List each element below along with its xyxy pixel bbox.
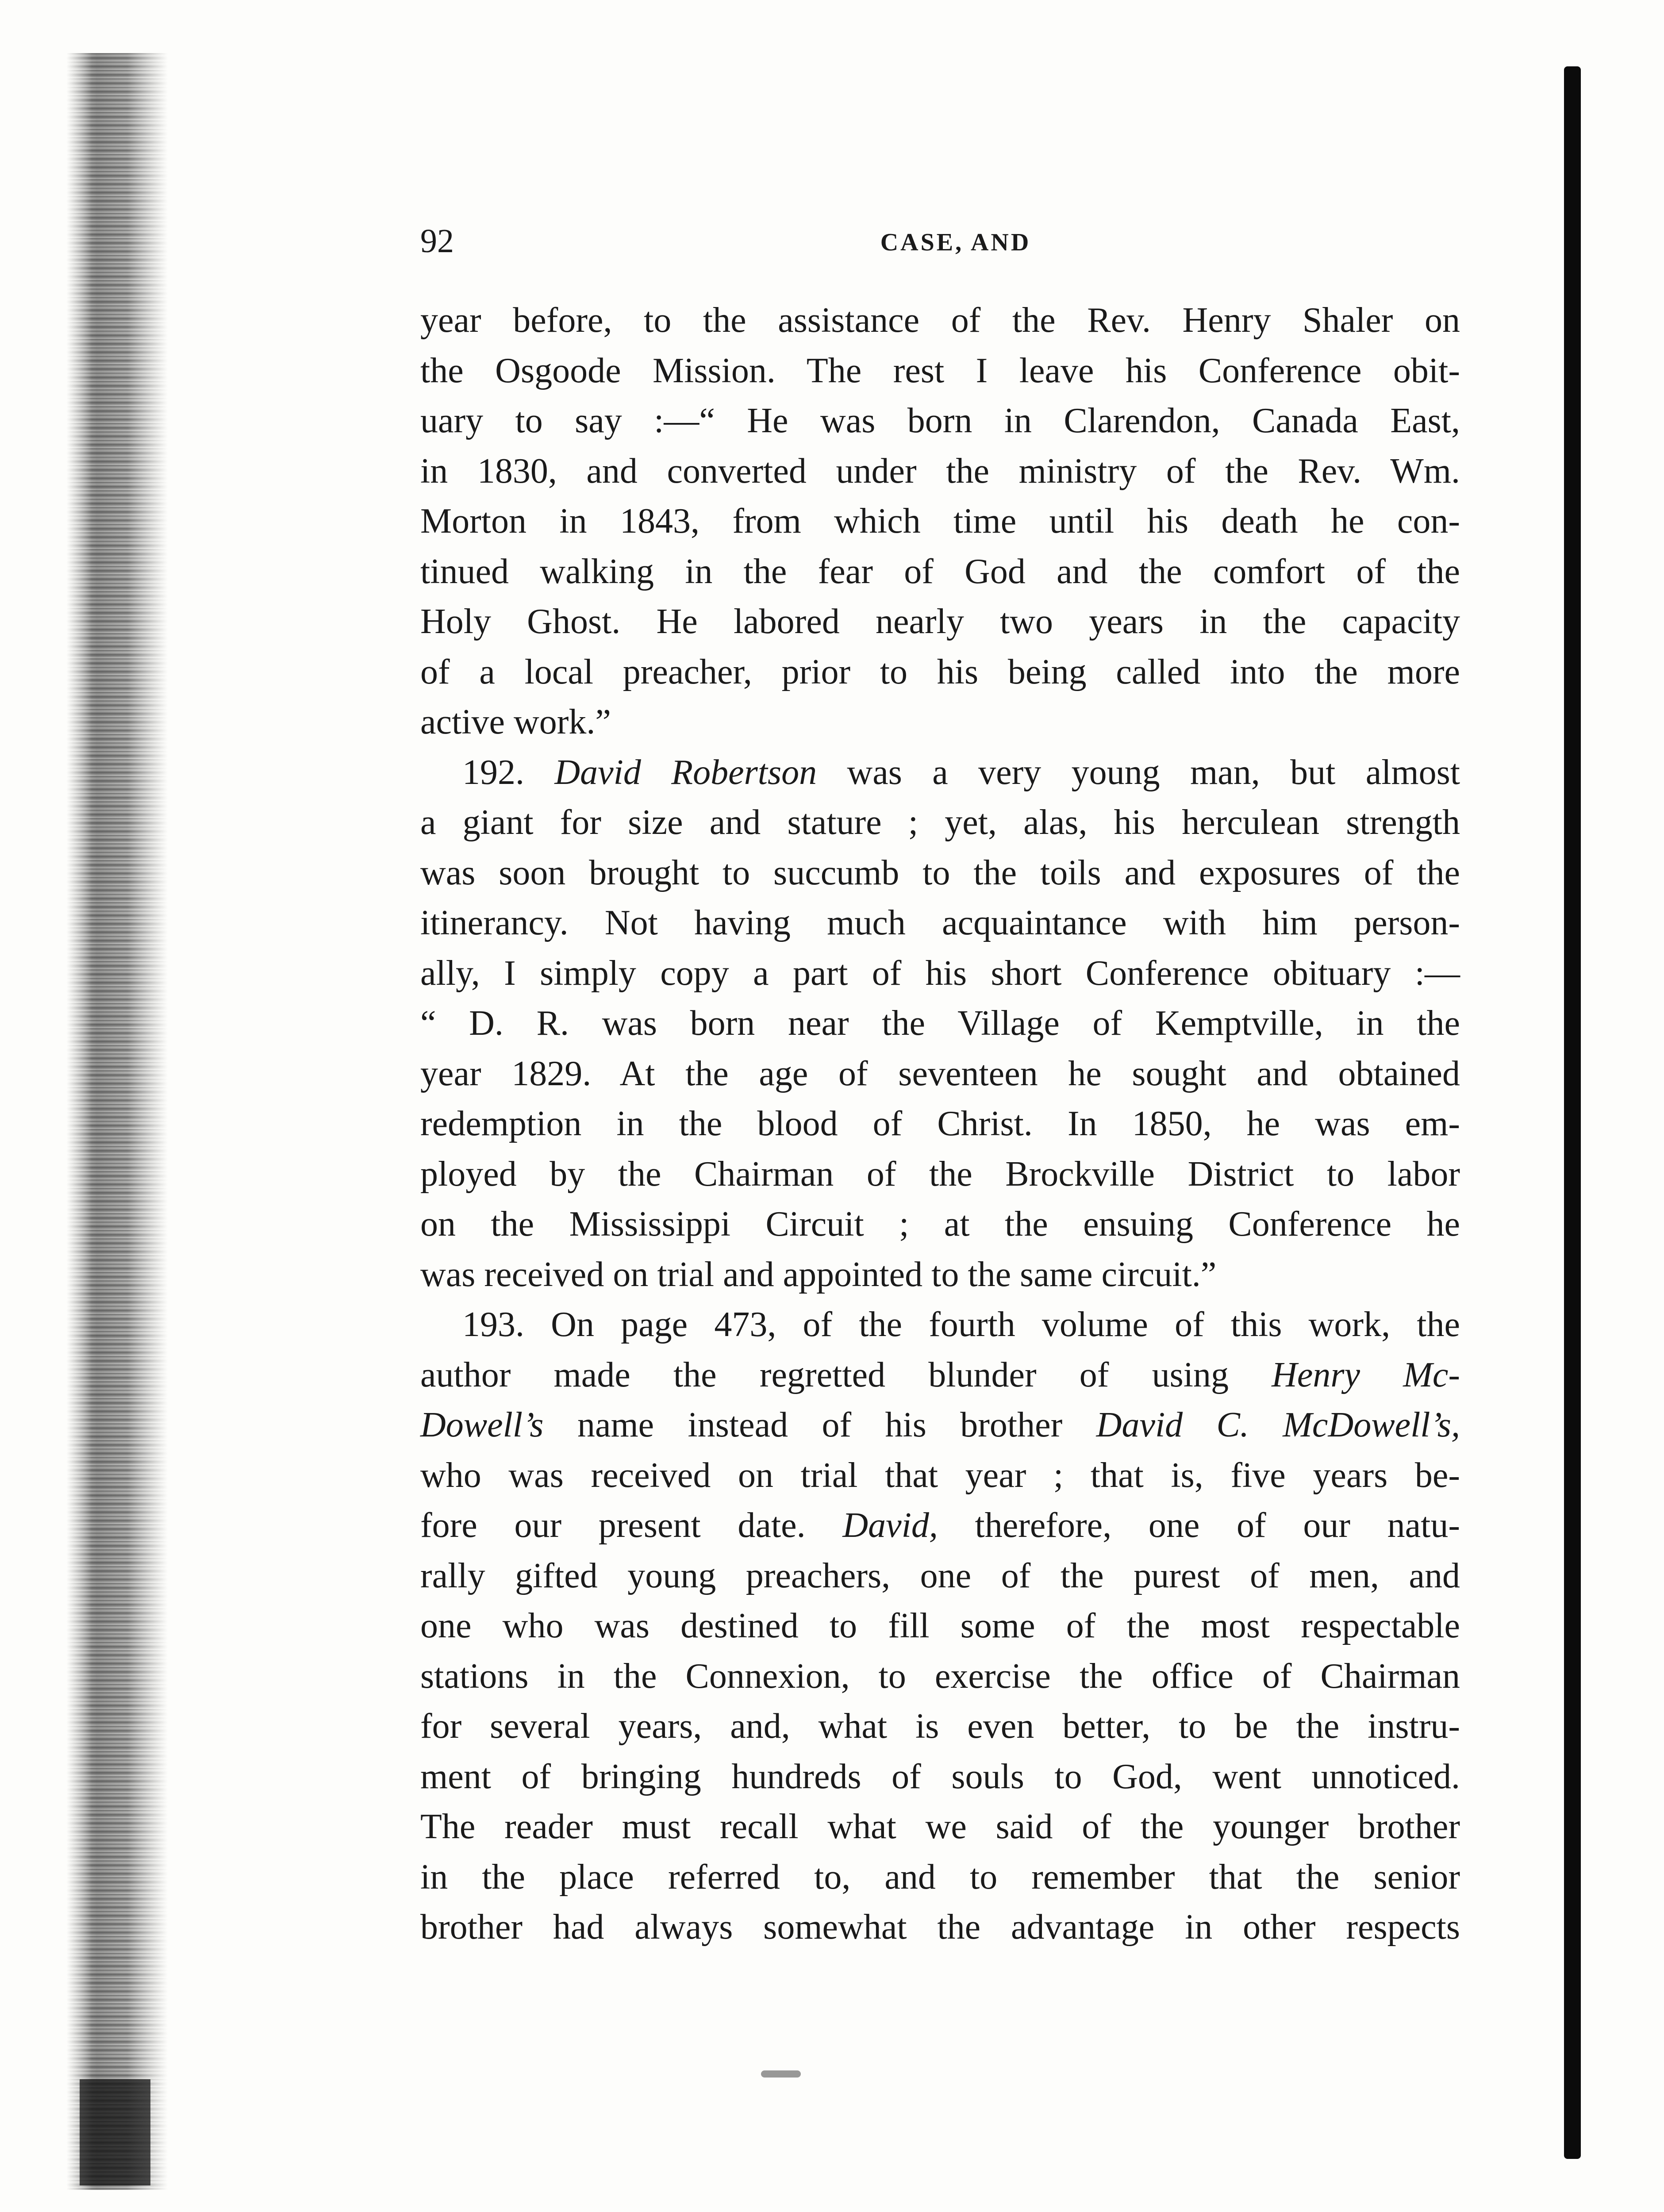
- text-line: brother had always somewhat the advantage in other respects: [420, 1908, 1460, 1947]
- text-line: ment of bringing hundreds of souls to God, went unnoticed.: [420, 1757, 1460, 1796]
- text-line: who was received on trial that year ; that is, five years be-: [420, 1455, 1460, 1495]
- text-line: ally, I simply copy a part of his short Conference obituary :—: [420, 953, 1460, 993]
- text-line: the Osgoode Mission. The rest I leave his Conference obit-: [420, 351, 1460, 390]
- text-line: redemption in the blood of Christ. In 1850, he was em-: [420, 1104, 1460, 1143]
- text-run: author made the regretted blunder of using: [420, 1355, 1272, 1394]
- text-line: 193. On page 473, of the fourth volume of this work, the: [462, 1305, 1460, 1344]
- text-line: a giant for size and stature ; yet, alas, his herculean strength: [420, 803, 1460, 842]
- paragraph-number: 192.: [462, 753, 555, 792]
- text-line: The reader must recall what we said of the younger brother: [420, 1807, 1460, 1846]
- text-line: for several years, and, what is even better, to be the instru-: [420, 1707, 1460, 1746]
- person-name: David C. McDowell’s,: [1096, 1406, 1460, 1444]
- ink-mark: [761, 2070, 801, 2078]
- text-line-with-italic: [420, 1400, 1460, 1451]
- person-name: Dowell’s: [420, 1406, 544, 1444]
- text-line: ployed by the Chairman of the Brockville District to labor: [420, 1154, 1460, 1194]
- text-run: therefore, one of our natu-: [938, 1506, 1460, 1545]
- text-line: was received on trial and appointed to the same circuit.”: [420, 1255, 1217, 1294]
- text-line: one who was destined to fill some of the most respectable: [420, 1606, 1460, 1645]
- text-line-with-italic: [420, 1350, 1460, 1401]
- text-line: Morton in 1843, from which time until his death he con-: [420, 502, 1460, 541]
- text-line: Holy Ghost. He labored nearly two years in the capacity: [420, 602, 1460, 641]
- text-line-with-italic: [420, 1501, 1460, 1551]
- text-line: rally gifted young preachers, one of the purest of men, and: [420, 1556, 1460, 1595]
- text-line: of a local preacher, prior to his being called into the more: [420, 652, 1460, 691]
- running-head: [420, 221, 1491, 261]
- person-name: David Robertson: [554, 753, 817, 792]
- text-line: uary to say :—“ He was born in Clarendon, Canada East,: [420, 401, 1460, 440]
- text-run: name instead of his brother: [543, 1406, 1096, 1444]
- text-line: tinued walking in the fear of God and the comfort of the: [420, 552, 1460, 591]
- text-line: in 1830, and converted under the ministry of the Rev. Wm.: [420, 451, 1460, 491]
- text-line: active work.”: [420, 703, 611, 741]
- person-name: David,: [842, 1506, 938, 1545]
- text-line: stations in the Connexion, to exercise the office of Chairman: [420, 1656, 1460, 1696]
- person-name: Henry Mc-: [1272, 1355, 1460, 1394]
- text-run: was a very young man, but almost: [817, 753, 1460, 792]
- text-line: “ D. R. was born near the Village of Kemptville, in the: [420, 1004, 1460, 1043]
- text-line: on the Mississippi Circuit ; at the ensuing Conference he: [420, 1205, 1460, 1244]
- text-line: itinerancy. Not having much acquaintance with him person-: [420, 903, 1460, 942]
- page-edge-bar: [1564, 66, 1581, 2159]
- book-binding-corner: [80, 2079, 150, 2185]
- text-line: was soon brought to succumb to the toils and exposures of the: [420, 853, 1460, 892]
- text-line: year 1829. At the age of seventeen he sought and obtained: [420, 1054, 1460, 1093]
- body-text: [420, 296, 1460, 1953]
- page-number: 92: [420, 223, 454, 260]
- text-run: fore our present date.: [420, 1506, 843, 1545]
- text-line: in the place referred to, and to remember that the senior: [420, 1857, 1460, 1897]
- book-binding-shadow: [66, 53, 168, 2190]
- text-line: year before, to the assistance of the Rev. Henry Shaler on: [420, 301, 1460, 340]
- running-title: CASE, AND: [880, 229, 1031, 256]
- paragraph-192-first-line: [420, 748, 1460, 798]
